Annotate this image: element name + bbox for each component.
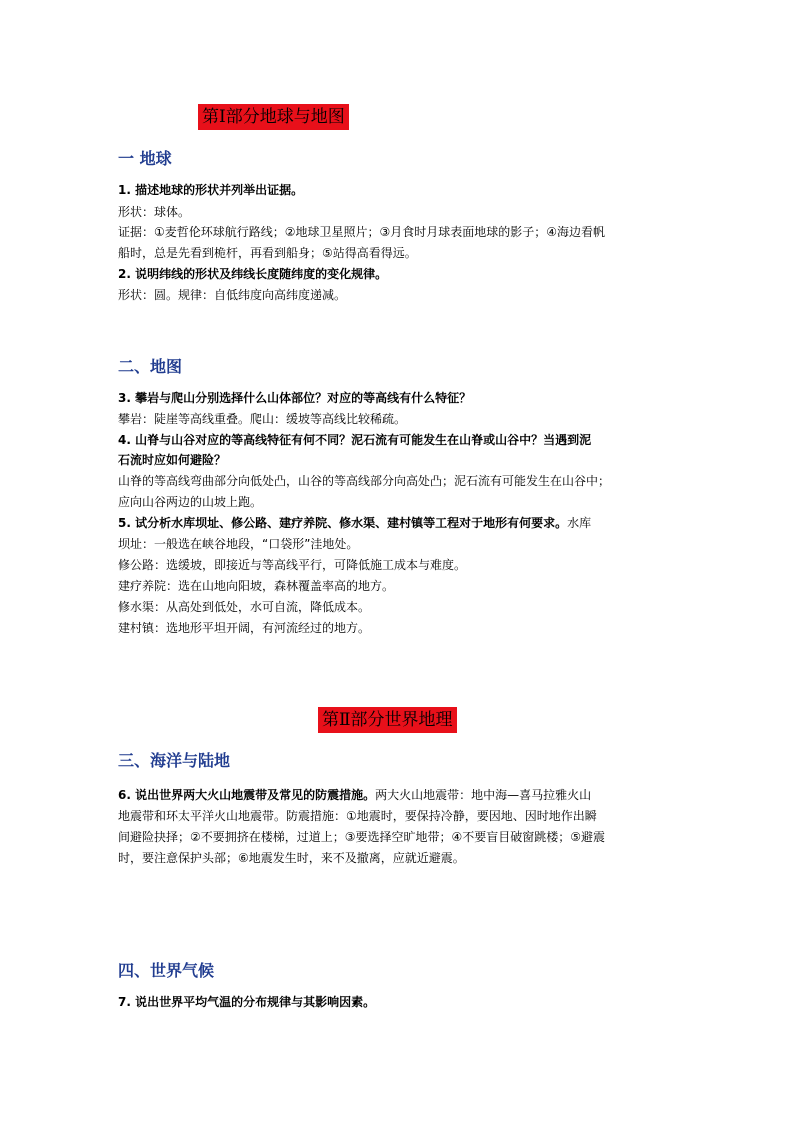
- answer-5-village: 建村镇：选地形平坦开阔，有河流经过的地方。: [118, 621, 371, 635]
- answer-5-canal: 修水渠：从高处到低处，水可自流，降低成本。: [118, 600, 371, 614]
- answer-1-evidence-line-2: 船时，总是先看到桅杆，再看到船身；⑤站得高看得远。: [118, 246, 417, 260]
- answer-6-line-2: 间避险抉择；②不要拥挤在楼梯，过道上；③要选择空旷地带；④不要盲目破窗跳楼；⑤避震: [118, 830, 606, 844]
- answer-5-start: 水库: [567, 516, 592, 530]
- answer-3: 攀岩：陡崖等高线重叠。爬山：缓坡等高线比较稀疏。: [118, 412, 407, 426]
- answer-2: 形状：圆。规律：自低纬度向高纬度递减。: [118, 288, 347, 302]
- answer-4-line-2: 应向山谷两边的山坡上跑。: [118, 495, 263, 509]
- question-4-line-1: 4. 山脊与山谷对应的等高线特征有何不同？泥石流有可能发生在山脊或山谷中？当遇到泥: [118, 433, 592, 447]
- section-3-heading: 三、海洋与陆地: [118, 751, 231, 770]
- question-7: 7. 说出世界平均气温的分布规律与其影响因素。: [118, 995, 376, 1009]
- answer-1-evidence-line-1: 证据：①麦哲伦环球航行路线；②地球卫星照片；③月食时月球表面地球的影子；④海边看帆: [118, 225, 606, 239]
- question-6-line-1: [118, 785, 591, 805]
- question-5-bold: 5. 试分析水库坝址、修公路、建疗养院、修水渠、建村镇等工程对于地形有何要求。: [118, 516, 568, 530]
- part-2-title: 第Ⅱ部分世界地理: [318, 707, 457, 733]
- section-2-heading: 二、地图: [118, 357, 183, 376]
- answer-6-line-1: 地震带和环太平洋火山地震带。防震措施：①地震时，要保持冷静，要因地、因时地作出瞬: [118, 809, 597, 823]
- answer-6-start: 两大火山地震带：地中海—喜马拉雅火山: [375, 788, 592, 802]
- part-1-title: 第Ⅰ部分地球与地图: [198, 104, 349, 130]
- question-4-line-2: 石流时应如何避险？: [118, 453, 227, 467]
- answer-5-road: 修公路：选缓坡，即接近与等高线平行，可降低施工成本与难度。: [118, 558, 467, 572]
- answer-4-line-1: 山脊的等高线弯曲部分向低处凸，山谷的等高线部分向高处凸；泥石流有可能发生在山谷中；: [118, 474, 611, 488]
- section-1-heading: 一 地球: [118, 149, 172, 168]
- section-4-heading: 四、世界气候: [118, 961, 215, 980]
- question-5-line-1: [118, 513, 591, 533]
- question-3: 3. 攀岩与爬山分别选择什么山体部位？对应的等高线有什么特征？: [118, 391, 472, 405]
- question-1: 1. 描述地球的形状并列举出证据。: [118, 183, 304, 197]
- answer-5-dam: 坝址：一般选在峡谷地段，“口袋形”洼地处。: [118, 537, 359, 551]
- question-6-bold: 6. 说出世界两大火山地震带及常见的防震措施。: [118, 788, 376, 802]
- answer-5-sanatorium: 建疗养院：选在山地向阳坡，森林覆盖率高的地方。: [118, 579, 395, 593]
- answer-1-shape: 形状：球体。: [118, 205, 191, 219]
- answer-6-line-3: 时，要注意保护头部；⑥地震发生时，来不及撤离，应就近避震。: [118, 851, 465, 865]
- question-2: 2. 说明纬线的形状及纬线长度随纬度的变化规律。: [118, 267, 388, 281]
